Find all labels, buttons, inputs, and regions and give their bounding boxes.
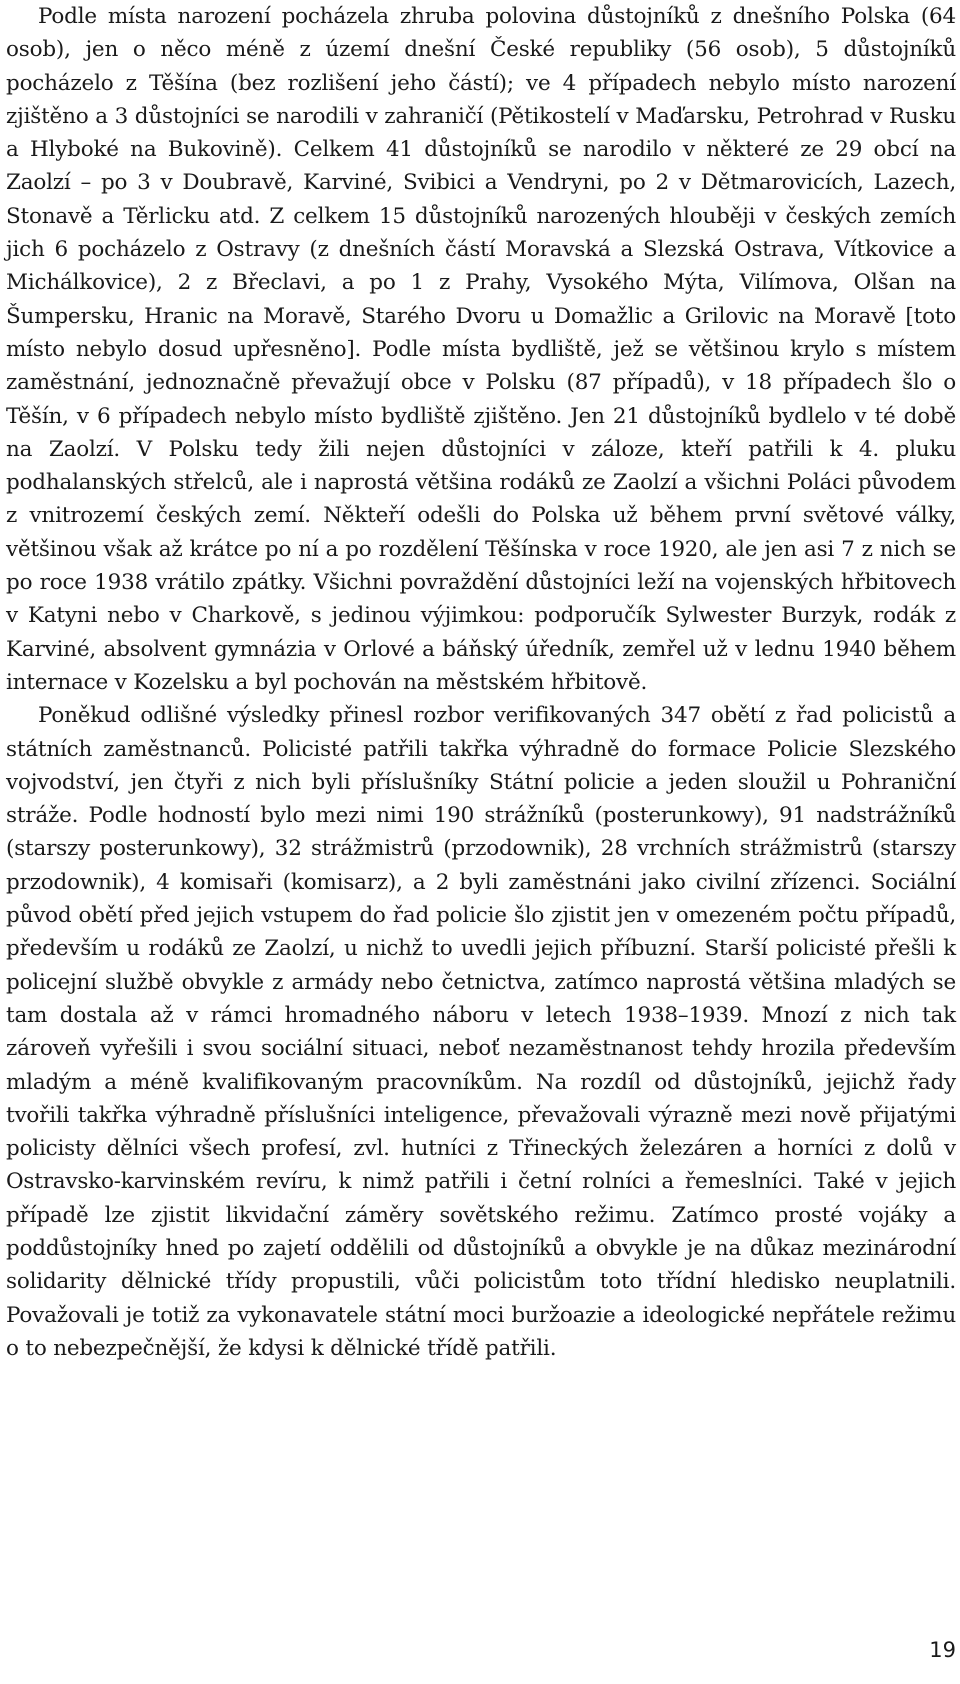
paragraph-officers-origin: Podle místa narození pocházela zhruba polovina důstojníků z dnešního Polska (64 osob), jen o něco méně z území dnešní České republiky (56 osob), 5 důstojníků pocházelo z Těšína (bez rozlišení jeho částí); ve 4 případech nebylo místo narození zjištěno a 3 důstojníci se narodili v zahraničí (Pětikostelí v Maďarsku, Petrohrad v Rusku a Hlyboké na Bukovině). Celkem 41 důstojníků se narodilo v některé ze 29 obcí na Zaolzí – po 3 v Doubravě, Karviné, Svibici a Vendryni, po 2 v Dětmarovicích, Lazech, Stonavě a Těrlicku atd. Z celkem 15 důstojníků narozených hlouběji v českých zemích jich 6 pocházelo z Ostravy (z dnešních částí Moravská a Slezská Ostrava, Vítkovice a Michálkovice), 2 z Břeclavi, a po 1 z Prahy, Vysokého Mýta, Vilímova, Olšan na Šumpersku, Hranic na Moravě, Starého Dvoru u Domažlic a Grilovic na Moravě [toto místo nebylo dosud upřesněno]. Podle místa bydliště, jež se většinou krylo s místem zaměstnání, jednoznačně převažují obce v Polsku (87 případů), v 18 případech šlo o Těšín, v 6 případech nebylo místo bydliště zjištěno. Jen 21 důstojníků bydlelo v té době na Zaolzí. V Polsku tedy žili nejen důstojníci v záloze, kteří patřili k 4. pluku podhalanských střelců, ale i naprostá většina rodáků ze Zaolzí a všichni Poláci původem z vnitrozemí českých zemí. Někteří odešli do Polska už během první světové války, většinou však až krátce po ní a po rozdělení Těšínska v roce 1920, ale jen asi 7 z nich se po roce 1938 vrátilo zpátky. Všichni povraždění důstojníci leží na vojenských hřbitovech v Katyni nebo v Charkově, s jedinou výjimkou: podporučík Sylwester Burzyk, rodák z Karviné, absolvent gymnázia v Orlové a báňský úředník, zemřel už v lednu 1940 během internace v Kozelsku a byl pochován na městském hřbitově. (6, 4, 956, 695)
paragraph-police-victims: Poněkud odlišné výsledky přinesl rozbor verifikovaných 347 obětí z řad policistů a státních zaměstnanců. Policisté patřili takřka výhradně do formace Policie Slezského vojvodství, jen čtyři z nich byli příslušníky Státní policie a jeden sloužil u Pohraniční stráže. Podle hodností bylo mezi nimi 190 strážníků (posterunkowy), 91 nadstrážníků (starszy posterunkowy), 32 strážmistrů (przodownik), 28 vrchních strážmistrů (starszy przodownik), 4 komisaři (komisarz), a 2 byli zaměstnáni jako civilní zřízenci. Sociální původ obětí před jejich vstupem do řad policie šlo zjistit jen v omezeném počtu případů, především u rodáků ze Zaolzí, u nichž to uvedli jejich příbuzní. Starší policisté přešli k policejní službě obvykle z armády nebo četnictva, zatímco naprostá většina mladých se tam dostala až v rámci hromadného náboru v letech 1938–1939. Mnozí z nich tak zároveň vyřešili i svou sociální situaci, neboť nezaměstnanost tehdy hrozila především mladým a méně kvalifikovaným pracovníkům. Na rozdíl od důstojníků, jejichž řady tvořili takřka výhradně příslušníci inteligence, převažovali výrazně mezi nově přijatými policisty dělníci všech profesí, zvl. hutníci z Třineckých železáren a horníci z dolů v Ostravsko-karvinském revíru, k nimž patřili i četní rolníci a řemeslníci. Také v jejich případě lze zjistit likvidační záměry sovětského režimu. Zatímco prosté vojáky a poddůstojníky hned po zajetí oddělili od důstojníků a obvykle je na důkaz mezinárodní solidarity dělnické třídy propustili, vůči policistům toto třídní hledisko neuplatnili. Považovali je totiž za vykonavatele státní moci buržoazie a ideologické nepřátele režimu o to nebezpečnější, že kdysi k dělnické třídě patřili. (6, 703, 956, 1361)
page-number: 19 (929, 1638, 956, 1662)
document-page (6, 0, 956, 1365)
